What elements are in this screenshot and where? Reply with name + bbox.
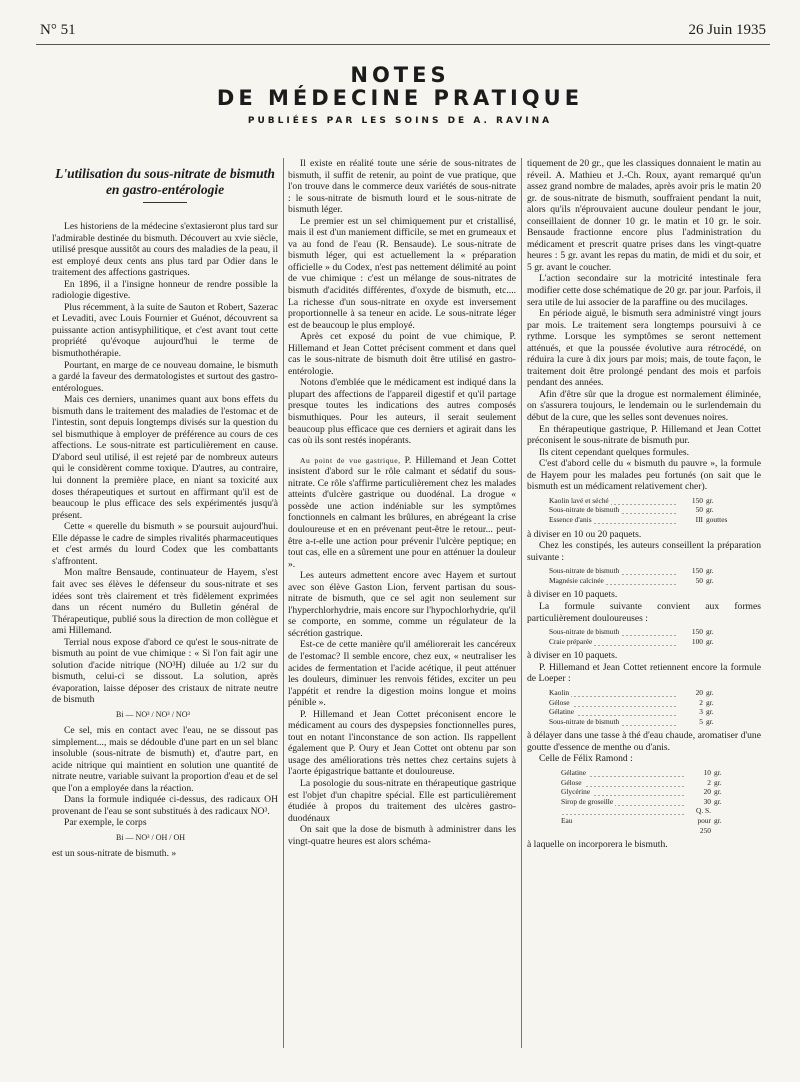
title-rule bbox=[143, 202, 187, 203]
paragraph: En 1896, il a l'insigne honneur de rendre possible la radiologie digestive. bbox=[52, 278, 278, 302]
ingredient-name: Magnésie calcinée bbox=[549, 576, 677, 586]
paragraph: Dans la formule indiquée ci-dessus, des radicaux OH provenant de l'eau se sont substitués à des radicaux NO³. bbox=[52, 794, 278, 817]
column-1 bbox=[52, 158, 278, 859]
prescription-row bbox=[549, 698, 714, 708]
ingredient-name: Sous-nitrate de bismuth bbox=[549, 717, 677, 727]
prescription-constipes bbox=[549, 566, 714, 585]
ingredient-quantity: 50 bbox=[695, 505, 703, 515]
prescription-row bbox=[549, 515, 727, 525]
ingredient-unit: gr. bbox=[706, 707, 714, 717]
paragraph bbox=[288, 455, 516, 570]
prescription-row bbox=[549, 576, 714, 586]
ingredient-unit: gr. bbox=[706, 627, 714, 637]
prescription-row bbox=[549, 717, 714, 727]
masthead-line-1: NOTES bbox=[350, 63, 450, 87]
masthead-line-2: DE MÉDECINE PRATIQUE bbox=[216, 86, 584, 110]
prescription-row bbox=[549, 566, 714, 576]
paragraph: On sait que la dose de bismuth à administrer dans les vingt-quatre heures est alors schéma- bbox=[288, 824, 516, 847]
ingredient-unit: gr. bbox=[714, 815, 722, 825]
paragraph: Ils citent cependant quelques formules. bbox=[539, 446, 689, 458]
paragraph: L'action secondaire sur la motricité intestinale fera modifier cette dose schématique de 20 gr. par jour. Parfois, il sera utile de lui associer de la paraffine ou des mucilages. bbox=[527, 273, 761, 308]
paragraph: Le premier est un sel chimiquement pur et cristallisé, mais il est d'un maniement difficile, se met en grumeaux et va au fond de l'eau (R. Bensaude). Le sous-nitrate de bismuth léger, qui est actuellement la « préparation officielle » du Codex, n'est pas nettement délimité au point de vue chimique : c'est un mélange de sous-nitrates de bismuth d'acidités différentes, d'oxyde de bismuth, etc.... La richesse d'un sous-nitrate en oxyde est inversement proportionnelle à sa teneur en acide. Le sous-nitrate léger est de beaucoup le plus employé. bbox=[288, 215, 516, 331]
ingredient-quantity: 20 bbox=[695, 687, 703, 697]
prescription-row bbox=[561, 806, 722, 835]
column-3 bbox=[527, 158, 761, 851]
ingredient-name: Gélatine bbox=[561, 768, 685, 778]
ingredient-unit: gr. bbox=[706, 495, 714, 505]
prescription-row bbox=[561, 797, 722, 807]
prescription-row bbox=[549, 627, 714, 637]
section-lead: Au point de vue gastrique, bbox=[300, 455, 401, 465]
ingredient-unit: gr. bbox=[706, 636, 714, 646]
paragraph: En période aiguë, le bismuth sera administré vingt jours par mois. Le traitement sera longtemps poursuivi à ce rythme. Lorsque les symptômes se seront nettement atténués, et que la poussée évolutive aura rétrocédé, on réduira la cure à dix jours par mois; mais, de toute façon, le traitement doit être prolongé pendant des mois et parfois pendant des années. bbox=[527, 308, 761, 389]
chemical-formula-2: Bi — NO³ / OH / OH bbox=[116, 832, 186, 842]
ingredient-unit: gr. bbox=[706, 697, 714, 707]
paragraph: Est-ce de cette manière qu'il améliorerait les cancéreux de l'estomac? Il semble encore, chez eux, « neutraliser les acides de fermentation et l'acide acétique, il peut atténuer les douleurs, diminuer les renvois fétides, exciter un peu l'appétit et rendre la digestion moins longue et moins pénible ». bbox=[288, 639, 516, 709]
ingredient-quantity: 50 bbox=[695, 575, 703, 585]
ingredient-name: Sous-nitrate de bismuth bbox=[549, 627, 677, 637]
paragraph: P. Hillemand et Jean Cottet retiennent encore la formule de Loeper : bbox=[527, 661, 761, 685]
paragraph: Après cet exposé du point de vue chimique, P. Hillemand et Jean Cottet précisent comment et dans quel cas le sous-nitrate de bismuth doit être utilisé en gastro-entérologie. bbox=[288, 331, 516, 377]
paragraph: La formule suivante convient aux formes particulièrement douloureuses : bbox=[527, 601, 761, 624]
ingredient-unit: gr. bbox=[714, 787, 722, 797]
paragraph: Par exemple, le corps bbox=[64, 817, 147, 829]
chemical-formula-1: Bi — NO³ / NO³ / NO³ bbox=[116, 709, 190, 719]
paragraph: à diviser en 10 paquets. bbox=[527, 589, 618, 601]
ingredient-unit: gr. bbox=[706, 566, 714, 576]
prescription-row bbox=[549, 505, 727, 515]
paragraph: Chez les constipés, les auteurs conseillent la préparation suivante : bbox=[527, 540, 761, 563]
prescription-ramond bbox=[561, 768, 722, 835]
paragraph: à laquelle on incorporera le bismuth. bbox=[527, 839, 668, 851]
ingredient-unit: gr. bbox=[706, 716, 714, 726]
ingredient-name: Craie préparée bbox=[549, 637, 677, 647]
ingredient-quantity: 3 bbox=[699, 707, 703, 717]
issue-number: N° 51 bbox=[40, 22, 76, 38]
paragraph: Il existe en réalité toute une série de sous-nitrates de bismuth, il suffit de retenir, au point de vue pratique, que l'on trouve dans le commerce deux variétés de sous-nitrate : le sous-nitrate de bismuth lourd et le sous-nitrate de bismuth léger. bbox=[288, 158, 516, 216]
paragraph: La posologie du sous-nitrate en thérapeutique gastrique est l'objet d'un chapitre spécial. Elle est particulièrement étudiée à propos du traitement des ulcères gastro-duodénaux bbox=[288, 777, 516, 824]
ingredient-unit: gr. bbox=[706, 687, 714, 697]
paragraph: Les auteurs admettent encore avec Hayem et surtout avec son élève Gaston Lion, fervent partisan du sous-nitrate de bismuth, que ce sel agit non seulement sur l'hyperchlorhydrie, mais encore sur l'hypochlorhydrie, qu'il se comporte, en somme, comme un régulateur de la sécrétion gastrique. bbox=[288, 570, 516, 639]
article-title bbox=[52, 166, 278, 198]
ingredient-unit: gr. bbox=[714, 777, 722, 787]
ingredient-quantity: 2 bbox=[699, 697, 703, 707]
paragraph: Celle de Félix Ramond : bbox=[539, 753, 633, 765]
paragraph: Mais ces derniers, unanimes quant aux bons effets du bismuth dans le traitement des maladies de l'estomac et de l'intestin, sont depuis longtemps divisés sur la question du sel bismuthique à employer de préférence au cours de ces affections. Le sous-nitrate est particulièrement en cause. D'abord seul utilisé, il est rejeté par de nombreux auteurs qui le considèrent comme toxique. D'autres, au contraire, lui donnent la première place, en niant sa toxicité aux doses thérapeutiques et surtout en affirmant qu'il est de beaucoup le plus efficace des sels expérimentés jusqu'à présent. bbox=[52, 394, 278, 521]
ingredient-unit: gr. bbox=[714, 796, 722, 806]
ingredient-name: Gélatine bbox=[549, 707, 677, 717]
prescription-row bbox=[549, 496, 727, 506]
ingredient-quantity: 100 bbox=[691, 636, 703, 646]
prescription-row bbox=[549, 688, 714, 698]
ingredient-quantity: 2 bbox=[707, 777, 711, 787]
ingredient-quantity: III bbox=[695, 515, 703, 525]
ingredient-quantity: 150 bbox=[691, 495, 703, 505]
paragraph: En thérapeutique gastrique, P. Hillemand et Jean Cottet préconisent le sous-nitrate de bismuth pur. bbox=[527, 423, 761, 447]
article-title-line-2: en gastro-entérologie bbox=[105, 182, 225, 197]
issue-date: 26 Juin 1935 bbox=[688, 22, 766, 38]
paragraph: à diviser en 10 ou 20 paquets. bbox=[527, 528, 642, 540]
ingredient-name: Kaolin bbox=[549, 688, 677, 698]
ingredient-unit: gr. bbox=[706, 505, 714, 515]
paragraph: à délayer dans une tasse à thé d'eau chaude, aromatiser d'une goutte d'essence de menthe ou d'anis. bbox=[527, 730, 761, 753]
ingredient-name: Glycérine bbox=[561, 787, 685, 797]
ingredient-quantity: 150 bbox=[691, 627, 703, 637]
paragraph: C'est d'abord celle du « bismuth du pauvre », la formule de Hayem pour les malades peu fortunés (on sait que le bismuth est un médicament relativement cher). bbox=[527, 458, 761, 493]
ingredient-unit: gouttes bbox=[706, 515, 728, 525]
paragraph: Terrial nous expose d'abord ce qu'est le sous-nitrate de bismuth au point de vue chimique : « Si l'on fait agir une solution d'acide nitrique (NO³H) diluée au 1/2 sur du bismuth, celui-ci se dissout. La solution, après évaporation, laisse déposer des cristaux de nitrate neutre de bismuth bbox=[52, 636, 278, 706]
prescription-row bbox=[561, 768, 722, 778]
ingredient-quantity: 5 bbox=[699, 716, 703, 726]
ingredient-name: Essence d'anis bbox=[549, 515, 677, 525]
paragraph: à diviser en 10 paquets. bbox=[527, 650, 618, 662]
ingredient-name: Sirop de groseille bbox=[561, 797, 685, 807]
prescription-douloureuses bbox=[549, 627, 714, 646]
ingredient-name: Eau bbox=[561, 806, 685, 835]
article-title-line-1: L'utilisation du sous-nitrate de bismuth bbox=[55, 166, 275, 181]
ingredient-quantity: 20 bbox=[703, 787, 711, 797]
prescription-hayem bbox=[549, 496, 727, 525]
prescription-row bbox=[549, 637, 714, 647]
ingredient-quantity: 30 bbox=[703, 796, 711, 806]
paragraph: Ce sel, mis en contact avec l'eau, ne se dissout pas simplement..., mais se dédouble d'une part en un sel blanc insoluble (sous-nitrate de bismuth) et, d'autre part, en acide nitrique qui maintient en solution une quantité de nitrate neutre, variable suivant la proportion d'eau et de sel que l'on a employée dans la réaction. bbox=[52, 724, 278, 794]
paragraph: Cette « querelle du bismuth » se poursuit aujourd'hui. Elle dépasse le cadre de simples rivalités pharmaceutiques et c'est armés du lourd Codex que les combattants s'affrontent. bbox=[52, 521, 278, 567]
prescription-row bbox=[561, 787, 722, 797]
paragraph: Les historiens de la médecine s'extasieront plus tard sur l'admirable destinée du bismuth. Découvert au xvie siècle, utilisé presque aussitôt au cours des maladies de la peau, il est employé deux cents ans plus tard par Odier dans le traitement des affections gastriques. bbox=[52, 221, 278, 279]
ingredient-name: Kaolin lavé et séché bbox=[549, 496, 677, 506]
ingredient-unit: gr. bbox=[714, 767, 722, 777]
ingredient-quantity: Q. S. pour 250 bbox=[696, 806, 711, 835]
prescription-row bbox=[561, 778, 722, 788]
ingredient-name: Sous-nitrate de bismuth bbox=[549, 505, 677, 515]
column-2 bbox=[288, 158, 516, 847]
paragraph: Notons d'emblée que le médicament est indiqué dans la plupart des affections de l'appareil digestif et qu'il partage presque toutes les indications des autres composés bismuthiques. Pour les auteurs, il serait seulement beaucoup plus efficace que ces derniers et agirait dans les cas où ils sont restés inopérants. bbox=[288, 377, 516, 447]
header-rule bbox=[36, 44, 770, 45]
ingredient-name: Sous-nitrate de bismuth bbox=[549, 566, 677, 576]
paragraph: est un sous-nitrate de bismuth. » bbox=[52, 847, 177, 859]
masthead bbox=[0, 64, 800, 126]
column-separator-1 bbox=[283, 158, 284, 1048]
ingredient-quantity: 10 bbox=[703, 767, 711, 777]
paragraph-text: P. Hillemand et Jean Cottet insistent d'abord sur le rôle calmant et sédatif du sous-nitrate. Ce rôle s'affirme particulièrement chez les malades atteints d'ulcère gastrique ou duodénal. La drogue « possède une action indéniable sur les symptômes fonctionnels en calmant les brûlures, en abrégeant la crise douloureuse et en en prévenant peut-être le retour... peut-être a-t-elle une action pour prévenir l'ulcère peptique; en tout cas, elle en a sûrement une pour en atténuer la douleur ». bbox=[288, 454, 516, 570]
prescription-row bbox=[549, 707, 714, 717]
ingredient-name: Gélose bbox=[549, 698, 677, 708]
paragraph: Pourtant, en marge de ce nouveau domaine, le bismuth a gardé la faveur des dermatologistes et surtout des gastro-entérologues. bbox=[52, 359, 278, 394]
ingredient-unit: gr. bbox=[706, 575, 714, 585]
ingredient-name: Gélose bbox=[561, 778, 685, 788]
ingredient-quantity: 150 bbox=[691, 566, 703, 576]
paragraph: P. Hillemand et Jean Cottet préconisent encore le médicament au cours des dyspepsies fonctionnelles pures, tout en notant l'inconstance de son action. Ils rappellent également que P. Oury et Jean Cottet ont obtenu par son usage des améliorations très nettes chez certains sujets à l'aorte épigastrique battante et douloureuse. bbox=[288, 708, 516, 778]
column-separator-2 bbox=[521, 158, 522, 1048]
paragraph: tiquement de 20 gr., que les classiques donnaient le matin au réveil. A. Mathieu et J.-Ch. Roux, ayant remarqué qu'un assez grand nombre de malades, après avoir pris le matin 20 gr. de sous-nitrate de bismuth, souffraient pendant la nuit, alors qu'ils n'éprouvaient aucune douleur pendant le jour, conseillaient de donner 10 gr. le matin et 10 gr. le soir. Bensaude fractionne encore plus l'administration du médicament et prescrit quatre prises dans les vingt-quatre heures : 5 gr. avant les repas du matin, de midi et du soir, et 5 gr. avant le coucher. bbox=[527, 158, 761, 273]
paragraph: Mon maître Bensaude, continuateur de Hayem, s'est fait avec ses élèves le défenseur du sous-nitrate et ses idées sont très clairement et très fidèlement exprimées dans un récent numéro du Bulletin général de Thérapeutique, publié sous la direction de mon collègue et ami Hillemand. bbox=[52, 567, 278, 637]
masthead-subtitle: PUBLIÉES PAR LES SOINS DE A. RAVINA bbox=[247, 116, 553, 126]
prescription-loeper bbox=[549, 688, 714, 726]
paragraph: Afin d'être sûr que la drogue est normalement éliminée, on s'assurera toujours, le lendemain ou le surlendemain du début de la cure, que les selles sont devenues noires. bbox=[527, 388, 761, 424]
paragraph: Plus récemment, à la suite de Sauton et Robert, Sazerac et Levaditi, avec Louis Fournier et Guénot, découvrent sa puissante action antisyphilitique, et c'est avant tout cette propriété qu'évoque aujourd'hui le terme de bismuthothérapie. bbox=[52, 301, 278, 360]
